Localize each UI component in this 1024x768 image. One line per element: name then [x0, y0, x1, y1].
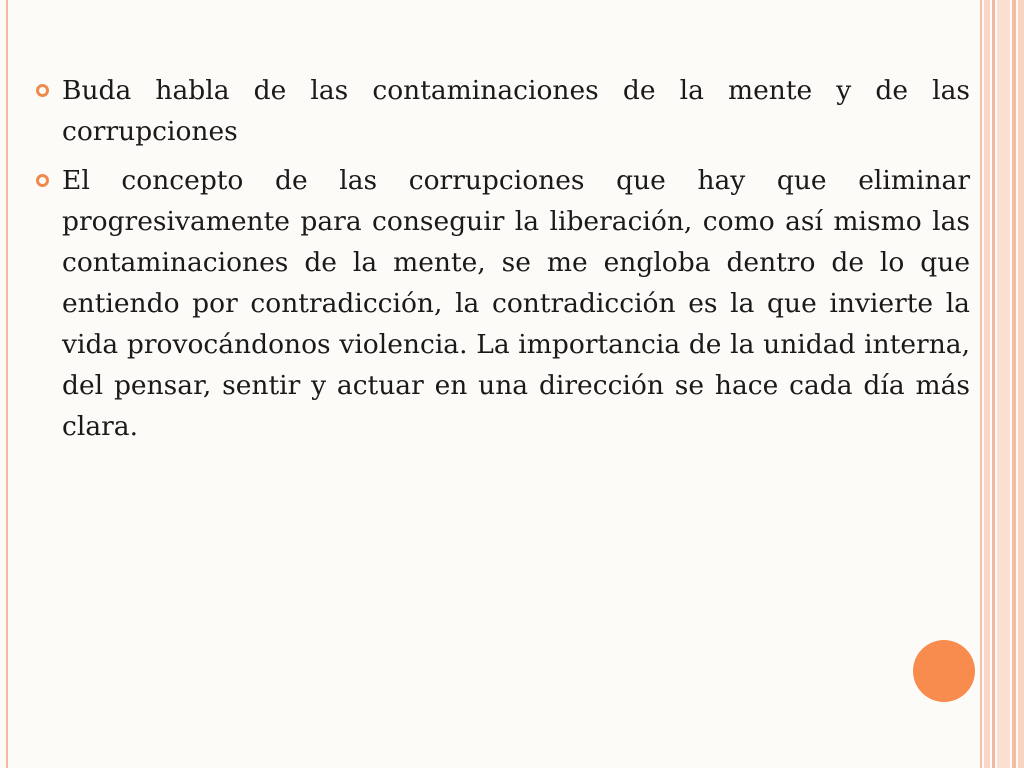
stripe: [992, 0, 995, 768]
bullet-text: Buda habla de las contaminaciones de la mente y de las corrupciones: [62, 75, 970, 147]
ring-bullet-icon: [36, 84, 49, 97]
stripe: [1018, 0, 1024, 768]
stripe: [1012, 0, 1016, 768]
ring-bullet-icon: [36, 174, 49, 187]
right-decorative-stripes: [980, 0, 1024, 768]
bullet-text: El concepto de las corrupciones que hay que eliminar progresivamente para conseguir la liberación, como así mismo las contaminaciones de la mente, se me engloba dentro de lo que entiendo por contradicción, la contradicción es la que invierte la vida provocándonos violencia. La importancia de la unidad interna, del pensar, sentir y actuar en una dirección se hace cada día más clara.: [62, 165, 970, 442]
left-border-line: [6, 0, 8, 768]
slide-body: [36, 70, 970, 455]
stripe: [980, 0, 982, 768]
bullet-item: [36, 160, 970, 447]
decorative-orange-circle: [913, 640, 975, 702]
stripe: [984, 0, 990, 768]
bullet-item: [36, 70, 970, 152]
stripe: [997, 0, 1010, 768]
